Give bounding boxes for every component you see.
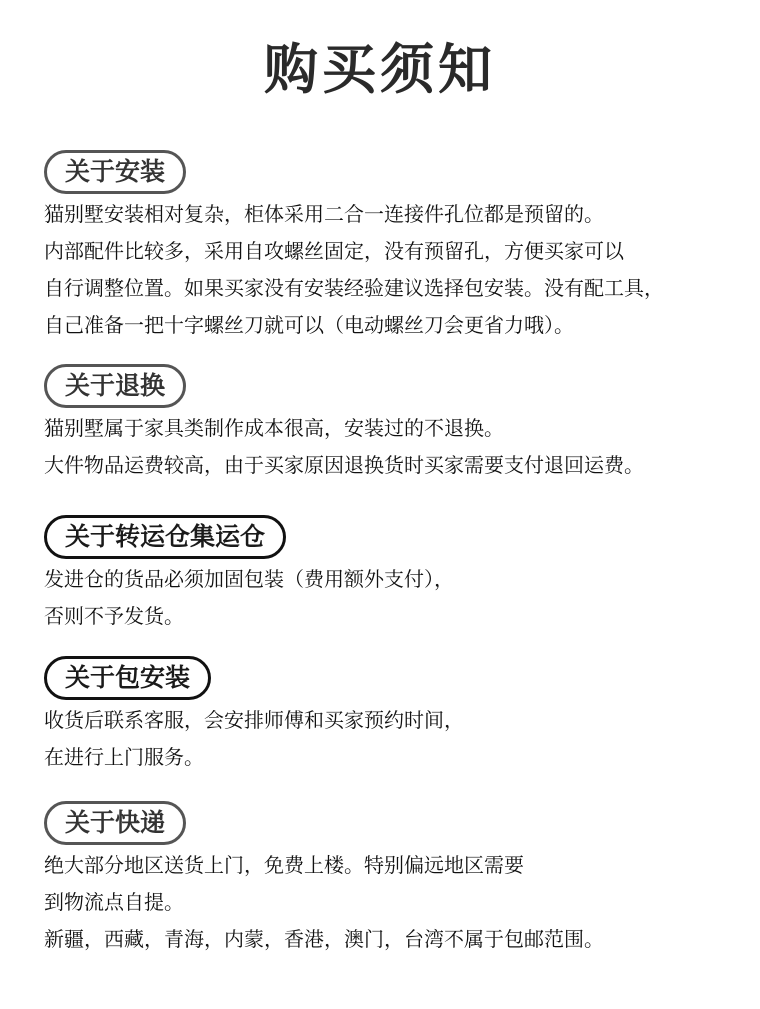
section-line: 自己准备一把十字螺丝刀就可以（电动螺丝刀会更省力哦）。 xyxy=(44,313,574,337)
section-body-transit-warehouse xyxy=(44,561,744,635)
section-line: 猫别墅安装相对复杂，柜体采用二合一连接件孔位都是预留的。 xyxy=(44,202,604,226)
section-header-delivery: 关于快递 xyxy=(44,801,186,845)
section-line: 在进行上门服务。 xyxy=(44,745,204,769)
section-header-returns: 关于退换 xyxy=(44,364,186,408)
section-line: 猫别墅属于家具类制作成本很高，安装过的不退换。 xyxy=(44,416,504,440)
section-body-installation xyxy=(44,196,744,344)
section-returns xyxy=(44,364,744,484)
section-body-delivery xyxy=(44,847,744,958)
section-delivery xyxy=(44,801,744,958)
section-transit-warehouse xyxy=(44,515,744,635)
section-header-transit-warehouse: 关于转运仓集运仓 xyxy=(44,515,286,559)
section-line: 到物流点自提。 xyxy=(44,890,184,914)
section-body-returns xyxy=(44,410,744,484)
section-line: 大件物品运费较高，由于买家原因退换货时买家需要支付退回运费。 xyxy=(44,453,644,477)
section-installation xyxy=(44,150,744,344)
section-line: 绝大部分地区送货上门，免费上楼。特别偏远地区需要 xyxy=(44,853,524,877)
section-line: 否则不予发货。 xyxy=(44,604,184,628)
section-body-installation-service xyxy=(44,702,744,776)
section-installation-service xyxy=(44,656,744,776)
section-line: 自行调整位置。如果买家没有安装经验建议选择包安装。没有配工具， xyxy=(44,276,664,300)
section-line: 内部配件比较多，采用自攻螺丝固定，没有预留孔，方便买家可以 xyxy=(44,239,624,263)
section-line: 新疆，西藏，青海，内蒙，香港，澳门，台湾不属于包邮范围。 xyxy=(44,927,604,951)
section-line: 发进仓的货品必须加固包装（费用额外支付）， xyxy=(44,567,454,591)
section-header-installation-service: 关于包安装 xyxy=(44,656,211,700)
page-title: 购买须知 xyxy=(264,38,496,101)
section-line: 收货后联系客服，会安排师傅和买家预约时间， xyxy=(44,708,464,732)
section-header-installation: 关于安装 xyxy=(44,150,186,194)
